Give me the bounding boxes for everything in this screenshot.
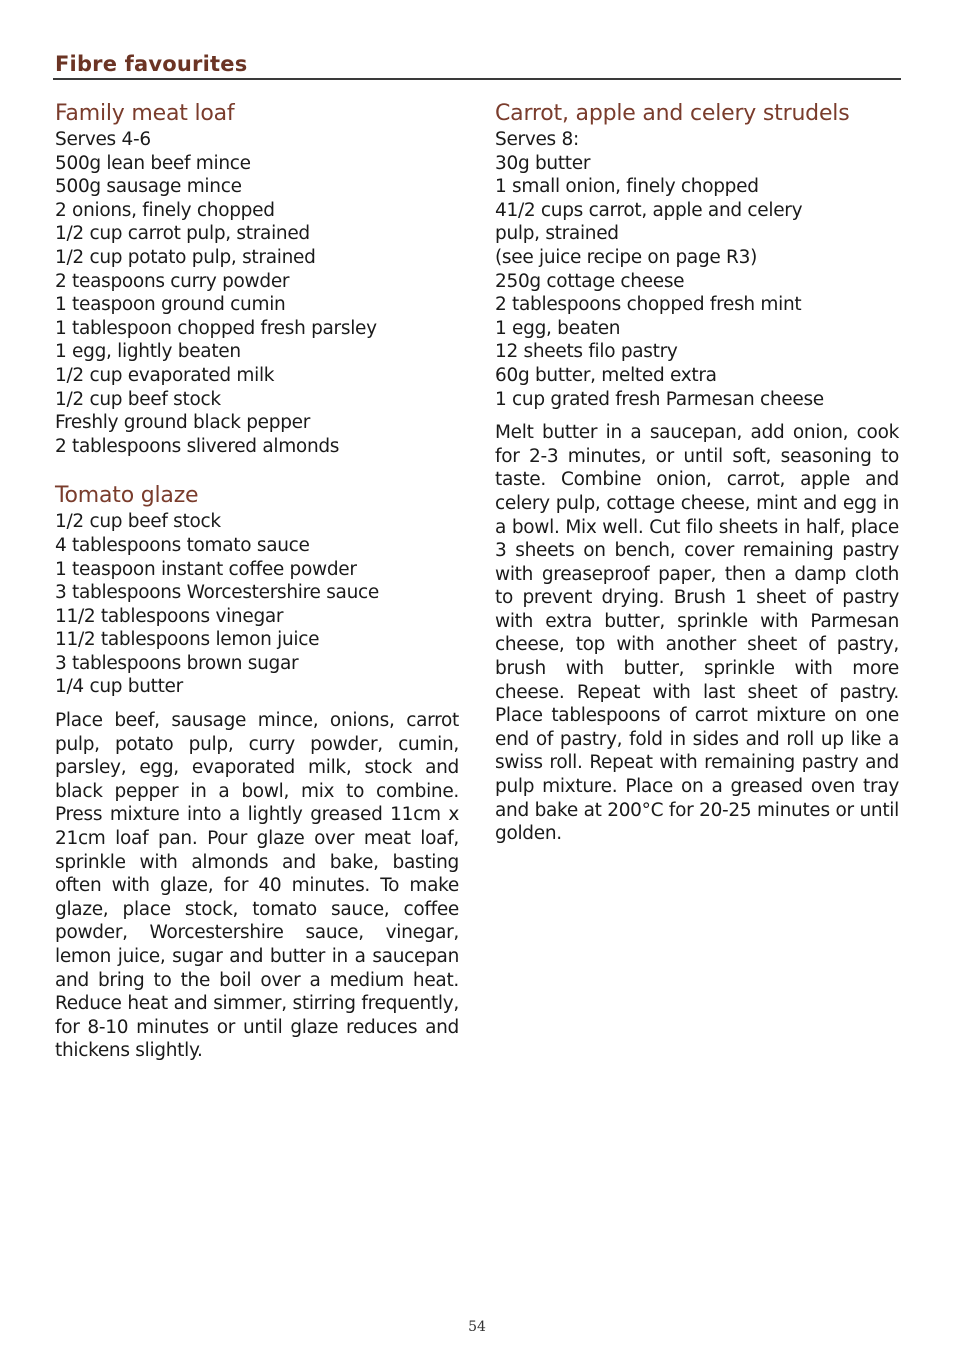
- ingredient-item: 1 small onion, finely chopped: [495, 176, 759, 198]
- method-meat-loaf: Place beef, sausage mince, onions, carrot pulp, potato pulp, curry powder, cumin, parsley, egg, evaporated milk, stock and black pepper in a bowl, mix to combine. Press mixture into a lightly greased 11cm x 21cm loaf pan. Pour glaze over meat loaf, sprinkle with almonds and bake, basting often with glaze, for 40 minutes. To make glaze, place stock, tomato sauce, coffee powder, Worcestershire sauce, vinegar, lemon juice, sugar and butter in a saucepan and bring to the boil over a medium heat. Reduce heat and simmer, stirring frequently, for 8-10 minutes or until glaze reduces and thickens slightly.: [55, 710, 459, 1062]
- ingredient-item: 60g butter, melted extra: [495, 364, 717, 386]
- ingredient-item: 250g cottage cheese: [495, 270, 685, 292]
- method-strudels: Melt butter in a saucepan, add onion, cook for 2-3 minutes, or until soft, seasoning to taste. Combine onion, carrot, apple and celery pulp, cottage cheese, mint and egg in a bowl. Mix well. Cut filo sheets in half, place 3 sheets on bench, cover remaining pastry with greaseproof paper, then a damp cloth to prevent drying. Brush 1 sheet of pastry with extra butter, sprinkle with Parmesan cheese, top with another sheet of pastry, brush with butter, sprinkle with more cheese. Repeat with last sheet of pastry. Place tablespoons of carrot mixture on one end of pastry, fold in sides and roll up like a swiss roll. Repeat with remaining pastry and pulp mixture. Place on a greased oven tray and bake at 200°C for 20-25 minutes or until golden.: [495, 422, 899, 845]
- ingredient-item: pulp, strained: [495, 223, 619, 245]
- ingredient-item: 1 egg, beaten: [495, 317, 621, 339]
- ingredient-item: 1/2 cup potato pulp, strained: [55, 246, 316, 268]
- ingredient-item: 1/2 cup beef stock: [55, 511, 221, 533]
- ingredient-item: Freshly ground black pepper: [55, 412, 311, 434]
- page-number: 54: [468, 1319, 486, 1335]
- ingredient-list-meat-loaf: [55, 128, 459, 458]
- ingredient-item: 1/2 cup beef stock: [55, 388, 221, 410]
- ingredient-item: 2 tablespoons slivered almonds: [55, 435, 340, 457]
- ingredient-item: 1 teaspoon instant coffee powder: [55, 558, 357, 580]
- header-rule: [53, 78, 901, 80]
- ingredient-item: 1 egg, lightly beaten: [55, 341, 241, 363]
- ingredient-item: 500g sausage mince: [55, 176, 242, 198]
- ingredient-item: 3 tablespoons Worcestershire sauce: [55, 582, 379, 604]
- recipe-title-strudels: Carrot, apple and celery strudels: [495, 101, 850, 126]
- ingredient-item: Serves 4-6: [55, 129, 151, 150]
- ingredient-list-strudels: [495, 128, 899, 411]
- ingredient-item: 2 onions, finely chopped: [55, 199, 275, 221]
- ingredient-item: (see juice recipe on page R3): [495, 246, 757, 268]
- ingredient-list-tomato-glaze: [55, 510, 459, 699]
- ingredient-item: 1 cup grated fresh Parmesan cheese: [495, 388, 824, 410]
- ingredient-item: 1/2 cup evaporated milk: [55, 364, 275, 386]
- ingredient-item: 1/4 cup butter: [55, 676, 183, 698]
- recipe-title-meat-loaf: Family meat loaf: [55, 101, 235, 126]
- left-column: [55, 100, 459, 1063]
- ingredient-item: 30g butter: [495, 152, 591, 174]
- ingredient-item: 1 tablespoon chopped fresh parsley: [55, 317, 377, 339]
- ingredient-item: 2 tablespoons chopped fresh mint: [495, 294, 802, 316]
- ingredient-item: 3 tablespoons brown sugar: [55, 652, 299, 674]
- recipe-title-tomato-glaze: Tomato glaze: [55, 483, 199, 509]
- ingredient-item: 11/2 tablespoons vinegar: [55, 605, 284, 627]
- ingredient-item: Serves 8:: [495, 129, 579, 150]
- ingredient-item: 2 teaspoons curry powder: [55, 270, 290, 292]
- ingredient-item: 11/2 tablespoons lemon juice: [55, 629, 320, 651]
- section-title: Fibre favourites: [55, 52, 248, 76]
- ingredient-item: 4 tablespoons tomato sauce: [55, 534, 310, 556]
- ingredient-item: 1 teaspoon ground cumin: [55, 294, 286, 316]
- ingredient-item: 41/2 cups carrot, apple and celery: [495, 199, 803, 221]
- ingredient-item: 12 sheets filo pastry: [495, 341, 678, 363]
- right-column: [495, 100, 899, 846]
- ingredient-item: 500g lean beef mince: [55, 152, 251, 174]
- ingredient-item: 1/2 cup carrot pulp, strained: [55, 223, 310, 245]
